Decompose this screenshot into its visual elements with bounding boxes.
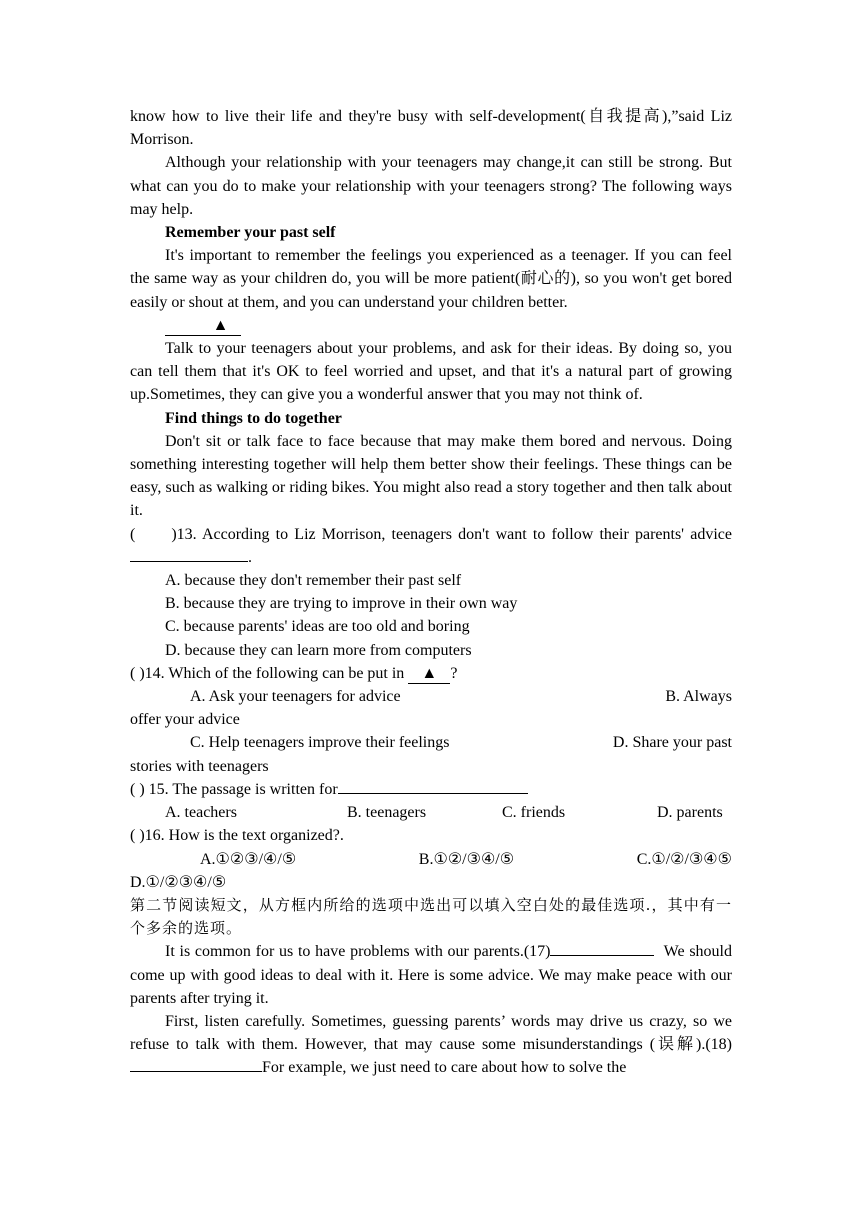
s2-p1-text-b: We should come up with good ideas to deal with it. Here is some advice. We may make peace with our parents after trying it.	[130, 943, 732, 1007]
q14-option-b-part1: B. Always	[665, 688, 732, 706]
passage-paragraph-relationship: Although your relationship with your teenagers may change,it can still be strong. But what can you do to make your relationship with your teenagers strong? The following ways may help.	[130, 154, 732, 218]
q16-options	[130, 848, 732, 871]
q13-paren-open: (	[130, 525, 136, 543]
q16-option-a: A.①②③/④/⑤	[200, 850, 297, 868]
q13-option-a: A. because they don't remember their past self	[165, 572, 462, 590]
heading-find-things: Find things to do together	[165, 409, 342, 427]
q18-blank[interactable]	[130, 1071, 262, 1072]
q15-options	[130, 801, 732, 824]
q14-stem-text: ( )14. Which of the following can be put in	[130, 664, 405, 682]
q16-option-c: C.①/②/③④⑤	[636, 850, 732, 868]
q15-option-b: B. teenagers	[347, 804, 427, 822]
question-16-stem: ( )16. How is the text organized?.	[130, 827, 344, 845]
q17-blank[interactable]	[550, 955, 654, 956]
q14-options-row-1	[130, 685, 732, 708]
passage-paragraph-past-self: It's important to remember the feelings you experienced as a teenager. If you can feel the same way as your children do, you will be more patient(耐心的), so you won't get bored easily or shout at them, and you can understand your children better.	[130, 247, 732, 311]
section2-paragraph-2	[130, 1010, 732, 1080]
passage-paragraph-talk: Talk to your teenagers about your problems, and ask for their ideas. By doing so, you can tell them that it's OK to feel worried and upset, and that it's a natural part of growing up.Sometimes, they can give you a wonderful answer that you may not think of.	[130, 340, 732, 404]
q14-blank-mark: ▲	[408, 665, 450, 684]
section2-paragraph-1	[130, 940, 732, 1010]
q15-option-d: D. parents	[657, 804, 723, 822]
s2-p2-text-b: For example, we just need to care about how to solve the	[262, 1059, 627, 1077]
q14-options-row-2	[130, 731, 732, 754]
q15-blank[interactable]	[338, 793, 528, 794]
blank-heading-mark: ▲	[165, 317, 241, 336]
passage-line1: know how to live their life and they're busy with self-development(自我提高),”said Liz Morrison.	[130, 108, 732, 149]
question-13-stem	[130, 523, 732, 569]
q15-option-a: A. teachers	[165, 804, 237, 822]
question-15-stem	[130, 778, 732, 801]
q14-option-d-part2: stories with teenagers	[130, 757, 269, 775]
q13-stem-text: )13. According to Liz Morrison, teenagers don't want to follow their parents' advice	[171, 525, 732, 543]
q14-option-d-part1: D. Share your past	[612, 734, 732, 752]
q13-blank[interactable]	[130, 561, 248, 562]
heading-remember-past-self: Remember your past self	[165, 224, 336, 242]
q13-option-d: D. because they can learn more from computers	[165, 641, 472, 659]
q14-option-c: C. Help teenagers improve their feelings	[190, 734, 450, 752]
q16-option-d: D.①/②③④/⑤	[130, 873, 227, 891]
q15-stem-text: ( ) 15. The passage is written for	[130, 780, 338, 798]
q16-option-b: B.①②/③④/⑤	[418, 850, 515, 868]
q13-option-c: C. because parents' ideas are too old and boring	[165, 618, 470, 636]
s2-p1-text-a: It is common for us to have problems with our parents.(17)	[165, 943, 551, 961]
q13-end: .	[248, 548, 252, 566]
document-page	[130, 105, 732, 1080]
q15-option-c: C. friends	[502, 804, 566, 822]
s2-p2-text-a: First, listen carefully. Sometimes, guessing parents’ words may drive us crazy, so we refuse to talk with them. However, that may cause some misunderstandings (误解).(18)	[130, 1012, 732, 1054]
passage-paragraph-together: Don't sit or talk face to face because that may make them bored and nervous. Doing something interesting together will help them better show their feelings. These things can be easy, such as walking or riding bikes. You might also read a story together and then talk about it.	[130, 432, 732, 520]
blank-heading-line	[130, 314, 732, 337]
section2-instruction: 第二节阅读短文，从方框内所给的选项中选出可以填入空白处的最佳选项.，其中有一个多余的选项。	[130, 895, 732, 938]
q14-option-b-part2: offer your advice	[130, 711, 240, 729]
question-14-stem	[130, 662, 732, 685]
q14-option-a: A. Ask your teenagers for advice	[190, 688, 401, 706]
q14-stem-end: ?	[450, 664, 458, 682]
q13-option-b: B. because they are trying to improve in their own way	[165, 595, 518, 613]
